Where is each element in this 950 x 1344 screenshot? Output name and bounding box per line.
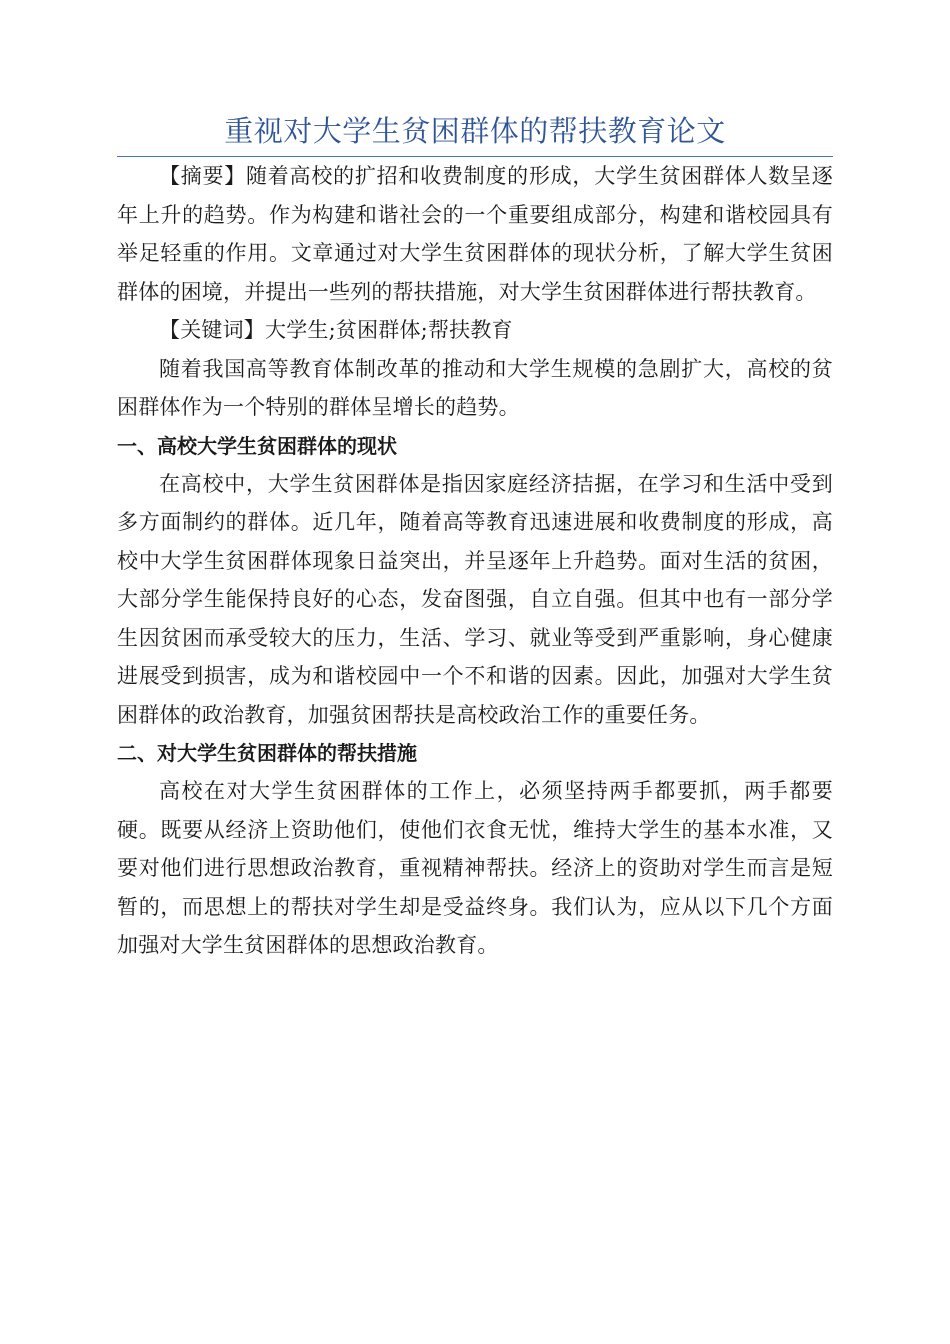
document-body	[117, 108, 833, 965]
document-title: 重视对大学生贫困群体的帮扶教育论文	[224, 114, 726, 148]
abstract-paragraph: 【摘要】随着高校的扩招和收费制度的形成，大学生贫困群体人数呈逐年上升的趋势。作为构建和谐社会的一个重要组成部分，构建和谐校园具有举足轻重的作用。文章通过对大学生贫困群体的现状分析，了解大学生贫困群体的困境，并提出一些列的帮扶措施，对大学生贫困群体进行帮扶教育。	[117, 164, 833, 304]
keywords-paragraph: 【关键词】大学生;贫困群体;帮扶教育	[159, 318, 513, 342]
section-body-1: 在高校中，大学生贫困群体是指因家庭经济拮据，在学习和生活中受到多方面制约的群体。近几年，随着高等教育迅速进展和收费制度的形成，高校中大学生贫困群体现象日益突出，并呈逐年上升趋势。面对生活的贫困，大部分学生能保持良好的心态，发奋图强，自立自强。但其中也有一部分学生因贫困而承受较大的压力，生活、学习、就业等受到严重影响，身心健康进展受到损害，成为和谐校园中一个不和谐的因素。因此，加强对大学生贫困群体的政治教育，加强贫困帮扶是高校政治工作的重要任务。	[117, 471, 833, 727]
section-body-2: 高校在对大学生贫困群体的工作上，必须坚持两手都要抓，两手都要硬。既要从经济上资助他们，使他们衣食无忧，维持大学生的基本水准，又要对他们进行思想政治教育，重视精神帮扶。经济上的资助对学生而言是短暂的，而思想上的帮扶对学生却是受益终身。我们认为，应从以下几个方面加强对大学生贫困群体的思想政治教育。	[117, 779, 833, 957]
intro-paragraph: 随着我国高等教育体制改革的推动和大学生规模的急剧扩大，高校的贫困群体作为一个特别的群体呈增长的趋势。	[117, 356, 833, 419]
section-heading-1: 一、高校大学生贫困群体的现状	[117, 433, 397, 458]
section-heading-2: 二、对大学生贫困群体的帮扶措施	[117, 741, 417, 765]
